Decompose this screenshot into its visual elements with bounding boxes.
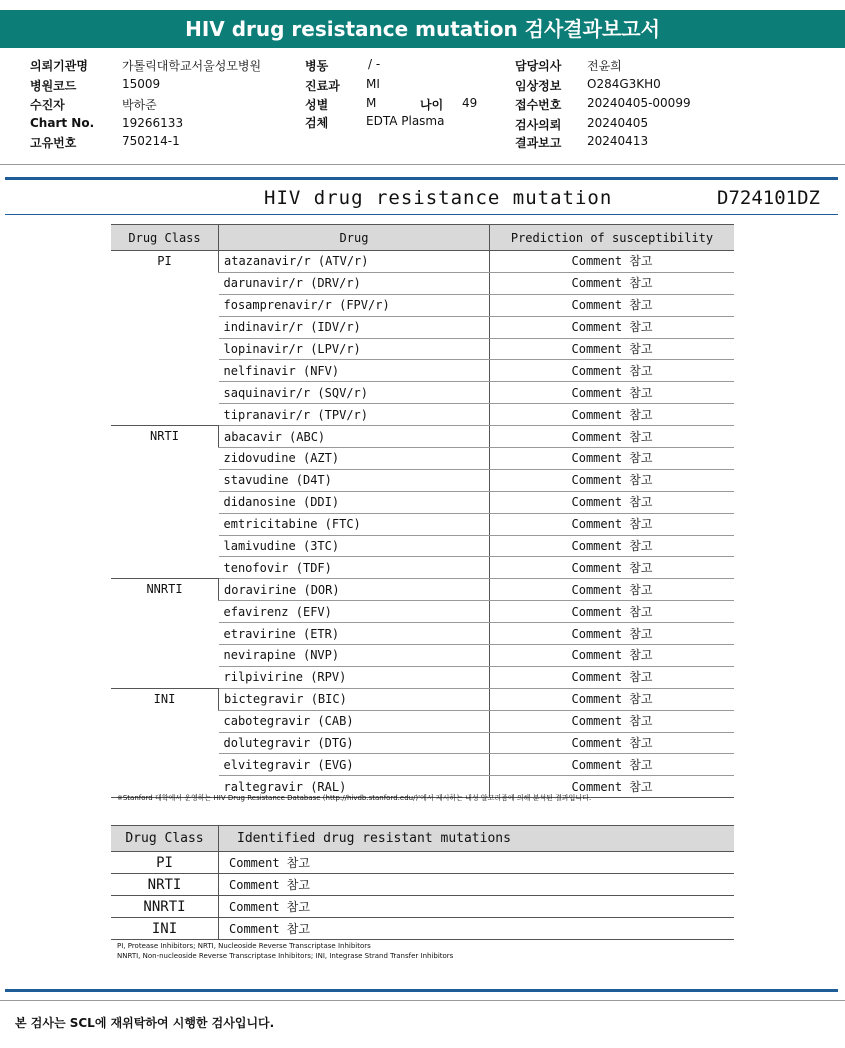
table-row: [111, 579, 734, 601]
col-header-mutations: Identified drug resistant mutations: [219, 826, 735, 852]
section-bottom-rule: [5, 989, 838, 992]
drug-class-cell: NRTI: [111, 426, 219, 579]
drug-cell: dolutegravir (DTG): [219, 732, 490, 754]
specimen-label: 검체: [305, 116, 329, 130]
sex-value: M: [366, 96, 377, 110]
drug-cell: nevirapine (NVP): [219, 645, 490, 667]
drug-cell: bictegravir (BIC): [219, 688, 490, 710]
report-date-label: 결과보고: [515, 136, 562, 150]
drug-cell: saquinavir/r (SQV/r): [219, 382, 490, 404]
drug-cell: indinavir/r (IDV/r): [219, 316, 490, 338]
ward-label: 병동: [305, 59, 329, 73]
mutation-cell: Comment 참고: [219, 896, 735, 918]
chart-no-label: Chart No.: [30, 116, 95, 130]
hospital-code-label: 병원코드: [30, 79, 77, 93]
drug-cell: efavirenz (EFV): [219, 601, 490, 623]
prediction-cell: Comment 참고: [490, 251, 735, 273]
prediction-cell: Comment 참고: [490, 579, 735, 601]
mutation-cell: Comment 참고: [219, 874, 735, 896]
receipt-no-value: 20240405-00099: [587, 96, 691, 110]
col-header-drug: Drug: [219, 225, 490, 251]
drug-cell: raltegravir (RAL): [219, 776, 490, 798]
section-top-rule: [5, 177, 838, 180]
drug-cell: fosamprenavir/r (FPV/r): [219, 294, 490, 316]
table-row: [111, 918, 734, 940]
receipt-no-label: 접수번호: [515, 98, 562, 112]
drug-cell: didanosine (DDI): [219, 491, 490, 513]
footer-divider: [0, 1000, 845, 1001]
drug-cell: rilpivirine (RPV): [219, 666, 490, 688]
prediction-cell: Comment 참고: [490, 666, 735, 688]
footer-note: 본 검사는 SCL에 재위탁하여 시행한 검사입니다.: [15, 1016, 275, 1030]
request-date-value: 20240405: [587, 116, 649, 130]
drug-class-cell: NNRTI: [111, 579, 219, 688]
drug-cell: darunavir/r (DRV/r): [219, 272, 490, 294]
drug-class-cell: PI: [111, 852, 219, 874]
stanford-note: ※Stanford 대학에서 운영하는 HIV Drug Resistance Database (http://hivdb.stanford.edu/)'에서 제시하는 내성 알고리즘에 의해 분석된 결과입니다.: [117, 794, 592, 802]
report-header-title: HIV drug resistance mutation 검사결과보고서: [0, 10, 845, 48]
report-title: HIV drug resistance mutation: [264, 187, 613, 209]
abbreviations-line-2: NNRTI, Non-nucleoside Reverse Transcriptase Inhibitors; INI, Integrase Strand Transfer Inhibitors: [117, 952, 454, 960]
report-code: D724101DZ: [717, 187, 820, 209]
unique-id-label: 고유번호: [30, 136, 77, 150]
prediction-cell: Comment 참고: [490, 513, 735, 535]
prediction-cell: Comment 참고: [490, 776, 735, 798]
info-divider: [0, 164, 845, 165]
mutation-cell: Comment 참고: [219, 852, 735, 874]
prediction-cell: Comment 참고: [490, 491, 735, 513]
ward-value: / -: [368, 57, 381, 71]
col-header-prediction: Prediction of susceptibility: [490, 225, 735, 251]
drug-class-cell: NRTI: [111, 874, 219, 896]
col-header-drug-class: Drug Class: [111, 225, 219, 251]
prediction-cell: Comment 참고: [490, 426, 735, 448]
prediction-cell: Comment 참고: [490, 338, 735, 360]
prediction-cell: Comment 참고: [490, 272, 735, 294]
prediction-cell: Comment 참고: [490, 360, 735, 382]
drug-class-cell: NNRTI: [111, 896, 219, 918]
prediction-cell: Comment 참고: [490, 316, 735, 338]
table-row: [111, 688, 734, 710]
prediction-cell: Comment 참고: [490, 469, 735, 491]
unique-id-value: 750214-1: [122, 134, 180, 148]
drug-cell: lopinavir/r (LPV/r): [219, 338, 490, 360]
doctor-value: 전윤희: [587, 59, 622, 73]
prediction-cell: Comment 참고: [490, 732, 735, 754]
institution-label: 의뢰기관명: [30, 59, 88, 73]
prediction-cell: Comment 참고: [490, 557, 735, 579]
patient-label: 수진자: [30, 98, 65, 112]
drug-cell: zidovudine (AZT): [219, 448, 490, 470]
report-date-value: 20240413: [587, 134, 649, 148]
prediction-cell: Comment 참고: [490, 623, 735, 645]
hospital-code-value: 15009: [122, 77, 161, 91]
drug-class-cell: INI: [111, 918, 219, 940]
drug-class-cell: PI: [111, 251, 219, 426]
table-row: [111, 896, 734, 918]
specimen-value: EDTA Plasma: [366, 114, 445, 128]
section-title-rule: [5, 214, 838, 215]
drug-cell: tipranavir/r (TPV/r): [219, 404, 490, 426]
prediction-cell: Comment 참고: [490, 404, 735, 426]
sex-label: 성별: [305, 98, 329, 112]
doctor-label: 담당의사: [515, 59, 562, 73]
table-row: [111, 874, 734, 896]
drug-cell: doravirine (DOR): [219, 579, 490, 601]
table-header-row: [111, 826, 734, 852]
susceptibility-table: [111, 224, 734, 798]
drug-cell: stavudine (D4T): [219, 469, 490, 491]
abbreviations-note: [117, 941, 453, 961]
drug-cell: abacavir (ABC): [219, 426, 490, 448]
dept-label: 진료과: [305, 79, 340, 93]
mutation-cell: Comment 참고: [219, 918, 735, 940]
prediction-cell: Comment 참고: [490, 710, 735, 732]
drug-cell: cabotegravir (CAB): [219, 710, 490, 732]
drug-cell: etravirine (ETR): [219, 623, 490, 645]
drug-cell: lamivudine (3TC): [219, 535, 490, 557]
prediction-cell: Comment 참고: [490, 645, 735, 667]
institution-value: 가톨릭대학교서울성모병원: [122, 59, 262, 73]
prediction-cell: Comment 참고: [490, 754, 735, 776]
drug-cell: emtricitabine (FTC): [219, 513, 490, 535]
clinical-info-value: O284G3KH0: [587, 77, 661, 91]
prediction-cell: Comment 참고: [490, 535, 735, 557]
patient-info-block: [0, 52, 845, 164]
prediction-cell: Comment 참고: [490, 448, 735, 470]
prediction-cell: Comment 참고: [490, 601, 735, 623]
mutations-table: [111, 825, 734, 940]
clinical-info-label: 임상정보: [515, 79, 562, 93]
prediction-cell: Comment 참고: [490, 382, 735, 404]
table-row: [111, 426, 734, 448]
drug-cell: elvitegravir (EVG): [219, 754, 490, 776]
age-label: 나이: [420, 98, 444, 112]
mutations-table-body: [111, 852, 734, 940]
susceptibility-table-body: [111, 251, 734, 798]
dept-value: MI: [366, 77, 380, 91]
drug-cell: tenofovir (TDF): [219, 557, 490, 579]
drug-cell: atazanavir/r (ATV/r): [219, 251, 490, 273]
drug-cell: nelfinavir (NFV): [219, 360, 490, 382]
age-value: 49: [462, 96, 478, 110]
patient-value: 박하준: [122, 98, 157, 112]
table-row: [111, 852, 734, 874]
prediction-cell: Comment 참고: [490, 294, 735, 316]
table-header-row: [111, 225, 734, 251]
chart-no-value: 19266133: [122, 116, 184, 130]
abbreviations-line-1: PI, Protease Inhibitors; NRTI, Nucleoside Reverse Transcriptase Inhibitors: [117, 942, 371, 950]
prediction-cell: Comment 참고: [490, 688, 735, 710]
request-date-label: 검사의뢰: [515, 118, 562, 132]
col-header-drug-class: Drug Class: [111, 826, 219, 852]
table-row: [111, 251, 734, 273]
drug-class-cell: INI: [111, 688, 219, 797]
